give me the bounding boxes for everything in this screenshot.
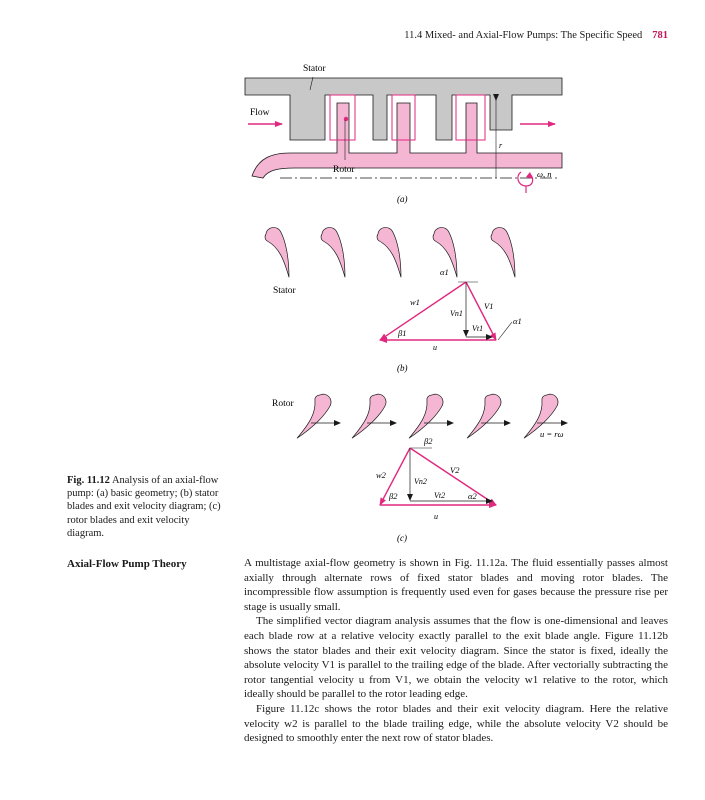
figure-caption: [67, 474, 227, 540]
paragraph: The simplified vector diagram analysis assumes that the flow is one-dimensional and leaves each blade row at a relative velocity exactly parallel to the exit blade angle. Figure 11.12b shows the stator blades and their exit velocity diagram. Since the stator is fixed, ideally the absolute velocity V1 is parallel to the trailing edge of the blade. After vectorially subtracting the rotor tangential velocity u from V1, we obtain the velocity w1 relative to the rotor, which ideally should be parallel to the rotor leading edge.: [244, 615, 668, 701]
caption-text: Analysis of an axial-flow pump: (a) basic geometry; (b) stator blades and exit velocity diagram; (c) rotor blades and exit velocity diagram.: [67, 475, 221, 539]
caption-label: Fig. 11.12: [67, 475, 110, 486]
label-u-b: u: [433, 343, 437, 352]
label-flow: Flow: [250, 108, 270, 118]
label-stator-b: Stator: [273, 286, 296, 296]
label-omega-n: ω, n: [537, 169, 552, 179]
label-w1: w1: [410, 297, 420, 307]
page-number: 781: [652, 30, 668, 41]
panel-a-geometry: [245, 64, 562, 204]
label-beta2-top: β2: [424, 436, 433, 446]
paragraph: Figure 11.12c shows the rotor blades and their exit velocity diagram. Here the relative velocity w2 is parallel to the blade trailing edge, while the absolute velocity V2 should be designed to smoothly enter the next row of stator blades.: [244, 702, 668, 745]
running-title: 11.4 Mixed- and Axial-Flow Pumps: The Specific Speed: [404, 30, 643, 41]
label-alpha2: α2: [468, 491, 477, 501]
paragraph: A multistage axial-flow geometry is shown in Fig. 11.12a. The fluid essentially passes almost axially through alternate rows of fixed stator blades and moving rotor blades. The incompressible flow assumption is frequently used even for gases because the pressure rise per stage is usually small.: [244, 557, 668, 613]
label-r: r: [499, 141, 503, 150]
label-Vn2: Vn2: [414, 477, 427, 486]
label-rotor-c: Rotor: [272, 399, 294, 409]
label-V1: V1: [484, 301, 494, 311]
panel-label-a: (a): [397, 194, 408, 204]
panel-c-rotor: [272, 391, 567, 543]
panel-b-stator: [262, 225, 527, 373]
label-beta2: β2: [389, 491, 398, 501]
rotor-blade: [464, 391, 503, 445]
stator-blade: [318, 225, 357, 279]
label-beta1: β1: [398, 328, 407, 338]
body-text: [244, 556, 668, 746]
section-title: Axial-Flow Pump Theory: [67, 558, 187, 570]
panel-label-b: (b): [397, 363, 408, 373]
label-w2: w2: [376, 470, 386, 480]
label-alpha1-right: α1: [513, 316, 522, 326]
rotor-blade: [294, 391, 333, 445]
label-u-eq: u = rω: [540, 429, 564, 439]
stator-blade: [430, 225, 469, 279]
label-u-c: u: [434, 512, 438, 521]
stator-blade: [488, 225, 527, 279]
stator-blade: [374, 225, 413, 279]
label-Vn1: Vn1: [450, 309, 463, 318]
label-Vt2: Vt2: [434, 491, 446, 500]
panel-label-c: (c): [397, 533, 407, 543]
label-rotor-a: Rotor: [333, 165, 355, 175]
label-alpha1-top: α1: [440, 267, 449, 277]
rotor-blade: [349, 391, 388, 445]
label-V2: V2: [450, 465, 460, 475]
label-stator-a: Stator: [303, 64, 326, 74]
stator-blade: [262, 225, 301, 279]
label-Vt1: Vt1: [472, 324, 484, 333]
